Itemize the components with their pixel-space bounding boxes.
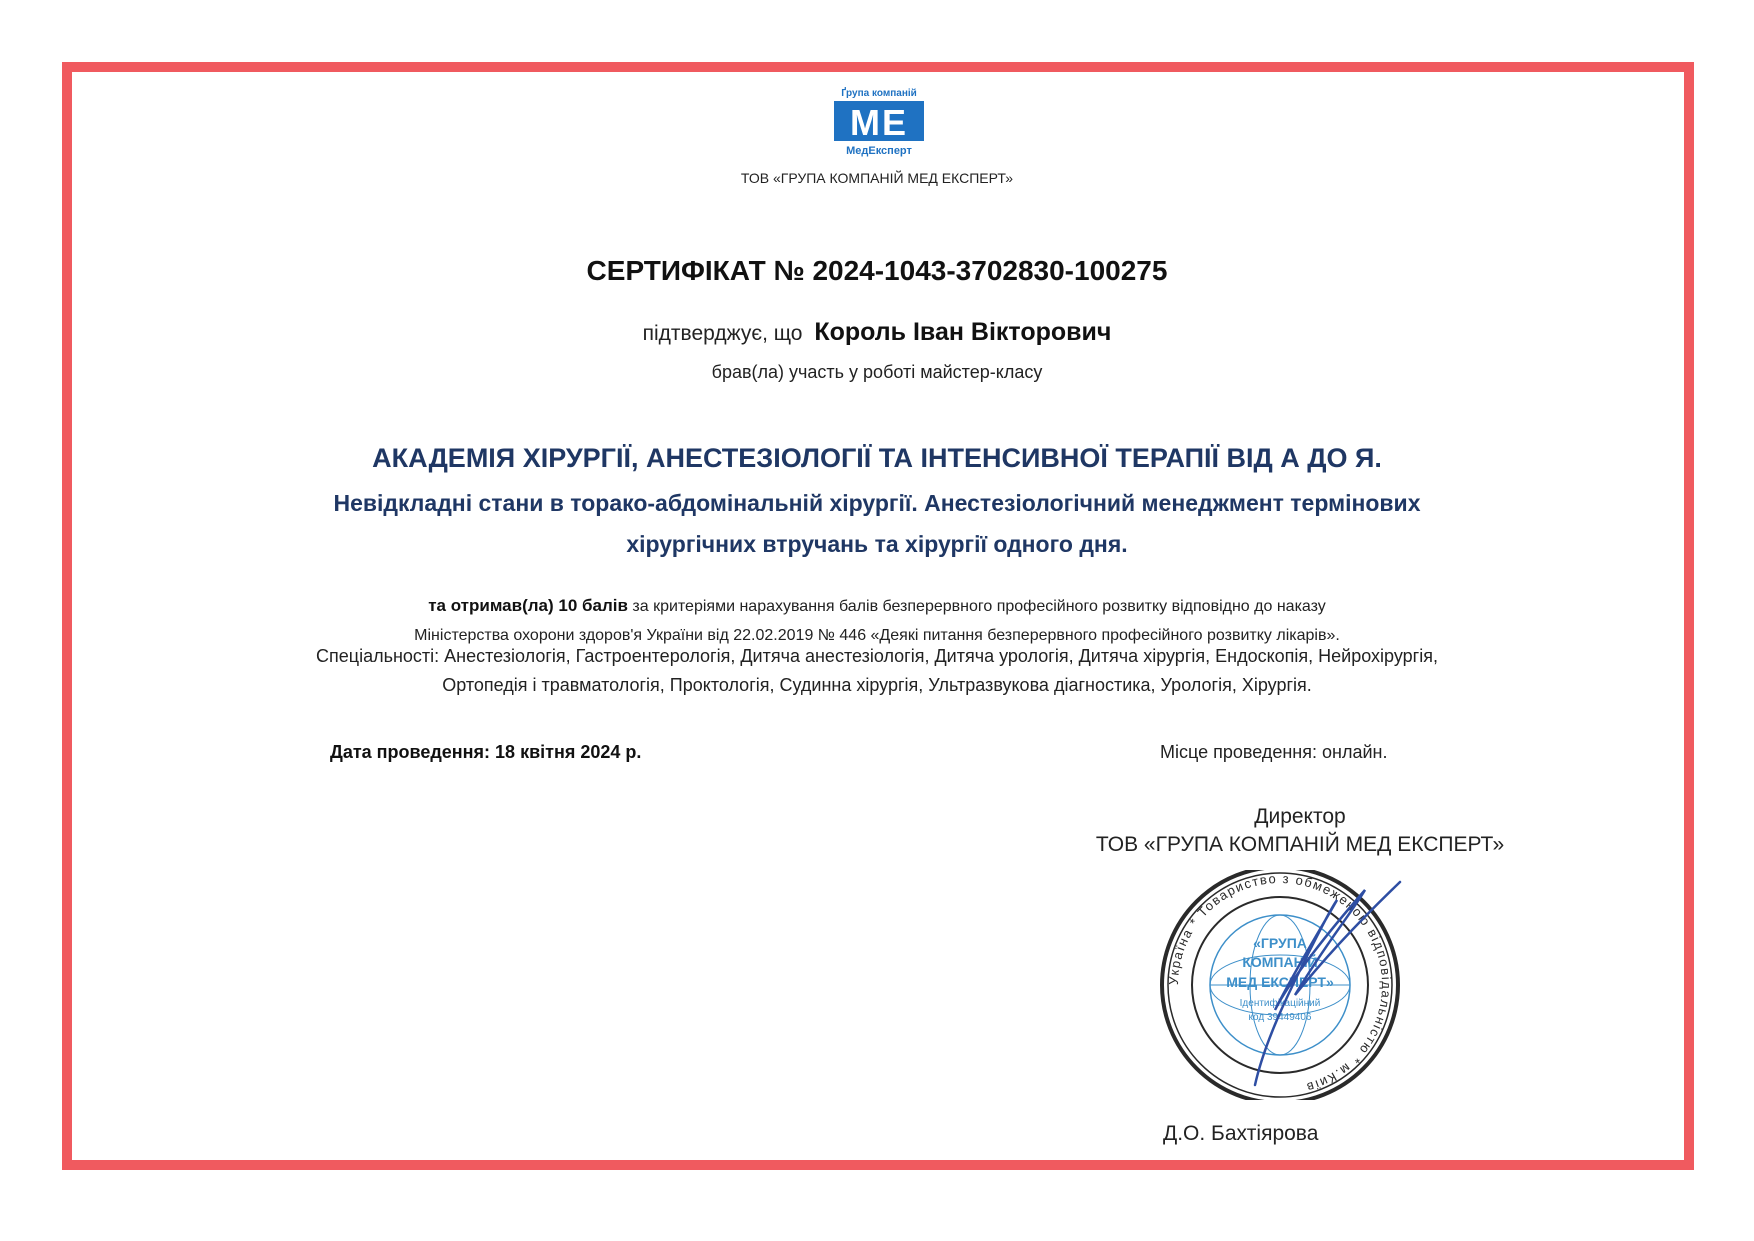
stamp-inner-line5: код 39449406 <box>1248 1012 1312 1023</box>
stamp-inner-line4: Ідентифікаційний <box>1239 998 1321 1009</box>
company-header: ТОВ «ГРУПА КОМПАНІЙ МЕД ЕКСПЕРТ» <box>740 170 1014 186</box>
logo-caption-bottom: МедЕксперт <box>846 145 912 157</box>
course-subtitle-line1: Невідкладні стани в торако-абдомінальній хірургії. Анестезіологічний менеджмент термінових <box>333 490 1421 516</box>
course-title: АКАДЕМІЯ ХІРУРГІЇ, АНЕСТЕЗІОЛОГІЇ ТА ІНТЕНСИВНОЇ ТЕРАПІЇ ВІД А ДО Я. <box>372 443 1382 473</box>
points-line2: Міністерства охорони здоров'я України від 22.02.2019 № 446 «Деякі питання безперервного професійного розвитку лікарів». <box>414 627 1340 644</box>
stamp-inner-line3: МЕД ЕКСПЕРТ» <box>1226 974 1334 990</box>
points-line1 <box>180 591 1574 621</box>
specialties-line1: Спеціальності: Анестезіологія, Гастроентерологія, Дитяча анестезіологія, Дитяча урологія, Дитяча хірургія, Ендоскопія, Нейрохірургія, <box>316 646 1438 666</box>
course-subtitle <box>200 483 1554 565</box>
participation-text: брав(ла) участь у роботі майстер-класу <box>711 362 1043 382</box>
event-date: Дата проведення: 18 квітня 2024 р. <box>330 742 642 762</box>
recipient-name: Король Іван Вікторович <box>814 318 1112 346</box>
points-bold: та отримав(ла) 10 балів <box>428 596 628 615</box>
company-stamp <box>1115 870 1445 1100</box>
confirmation-line <box>0 318 1754 347</box>
specialties <box>180 642 1574 700</box>
confirm-prefix: підтверджує, що <box>642 322 803 345</box>
stamp-outer-text: Україна * Товариство з обмеженою відповідальністю * м.Київ <box>1165 870 1395 1096</box>
medexpert-logo <box>826 86 932 158</box>
certificate-title: СЕРТИФІКАТ № 2024-1043-3702830-100275 <box>586 255 1168 286</box>
stamp-inner-line2: КОМПАНІЙ <box>1242 954 1318 970</box>
points-rest: за критеріями нарахування балів безперервного професійного розвитку відповідно до наказу <box>632 598 1326 615</box>
logo-caption-top: Ґрупа компаній <box>841 88 917 99</box>
director-title: Директор <box>1254 805 1346 828</box>
course-subtitle-line2: хірургічних втручань та хірургії одного дня. <box>626 531 1128 557</box>
stamp-inner-line1: «ГРУПА <box>1253 935 1307 951</box>
specialties-line2: Ортопедія і травматологія, Проктологія, Судинна хірургія, Ультразвукова діагностика, Урологія, Хірургія. <box>442 675 1312 695</box>
signer-name: Д.О. Бахтіярова <box>1163 1122 1319 1145</box>
director-company: ТОВ «ГРУПА КОМПАНІЙ МЕД ЕКСПЕРТ» <box>1095 833 1505 856</box>
event-place: Місце проведення: онлайн. <box>1160 742 1388 762</box>
logo-mark: МЕ <box>850 102 908 143</box>
